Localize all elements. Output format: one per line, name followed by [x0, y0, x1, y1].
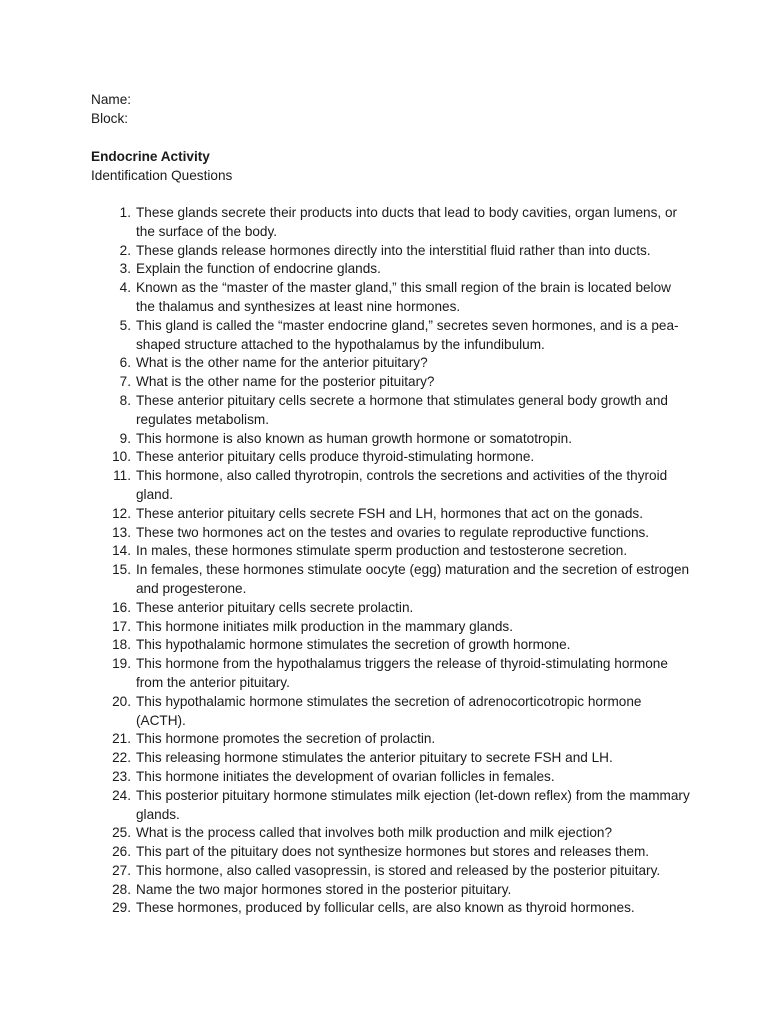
question-item	[91, 524, 691, 543]
question-text: This hormone initiates milk production in the mammary glands.	[136, 618, 514, 634]
question-text: This hormone, also called vasopressin, is stored and released by the posterior pituitary.	[136, 862, 661, 878]
question-text: What is the other name for the posterior pituitary?	[136, 374, 435, 390]
question-number: 9.	[119, 430, 131, 446]
question-item	[91, 862, 691, 881]
question-item	[91, 505, 691, 524]
question-item	[91, 430, 691, 449]
question-number: 20.	[112, 693, 131, 709]
question-item	[91, 599, 691, 618]
question-number: 6.	[119, 355, 131, 371]
question-item	[91, 467, 691, 505]
question-text: This posterior pituitary hormone stimulates milk ejection (let-down reflex) from the mammary glands.	[136, 787, 690, 822]
question-text: This gland is called the “master endocrine gland,” secretes seven hormones, and is a pea-shaped structure attached to the hypothalamus by the infundibulum.	[136, 317, 679, 352]
question-number: 24.	[112, 787, 131, 803]
question-item	[91, 787, 691, 825]
question-number: 27.	[112, 862, 131, 878]
document-title: Endocrine Activity	[91, 149, 210, 164]
question-number: 16.	[112, 599, 131, 615]
question-text: Known as the “master of the master gland,” this small region of the brain is located below the thalamus and synthesizes at least nine hormones.	[136, 280, 671, 314]
question-number: 15.	[112, 562, 131, 578]
question-text: In males, these hormones stimulate sperm production and testosterone secretion.	[136, 543, 628, 559]
question-item	[91, 636, 691, 655]
question-item	[91, 693, 691, 731]
question-item	[91, 373, 691, 392]
question-text: Explain the function of endocrine glands.	[136, 261, 381, 277]
question-text: In females, these hormones stimulate oocyte (egg) maturation and the secretion of estrogen and progesterone.	[136, 562, 690, 596]
question-text: These anterior pituitary cells secrete a hormone that stimulates general body growth and regulates metabolism.	[136, 392, 668, 427]
question-item	[91, 204, 691, 242]
question-text: These two hormones act on the testes and ovaries to regulate reproductive functions.	[136, 524, 650, 540]
question-item	[91, 618, 691, 637]
question-text: Name the two major hormones stored in the posterior pituitary.	[136, 881, 512, 897]
question-text: What is the process called that involves both milk production and milk ejection?	[136, 825, 613, 841]
question-number: 29.	[112, 900, 131, 916]
question-text: This part of the pituitary does not synthesize hormones but stores and releases them.	[136, 844, 650, 860]
question-item	[91, 354, 691, 373]
question-number: 23.	[112, 768, 131, 784]
question-number: 18.	[112, 637, 131, 653]
question-item	[91, 448, 691, 467]
question-text: This releasing hormone stimulates the anterior pituitary to secrete FSH and LH.	[136, 750, 613, 766]
question-text: This hormone from the hypothalamus triggers the release of thyroid-stimulating hormone from the anterior pituitary.	[136, 656, 668, 690]
question-list	[91, 204, 691, 918]
question-number: 1.	[119, 205, 131, 220]
question-text: This hormone promotes the secretion of prolactin.	[136, 731, 436, 747]
question-item	[91, 768, 691, 787]
question-number: 28.	[112, 881, 131, 897]
question-text: This hormone, also called thyrotropin, controls the secretions and activities of the thyroid gland.	[136, 468, 668, 502]
question-number: 2.	[119, 242, 131, 258]
question-number: 11.	[113, 468, 131, 484]
question-number: 4.	[119, 280, 131, 296]
question-number: 12.	[112, 505, 131, 521]
question-number: 19.	[112, 656, 131, 672]
question-text: This hormone is also known as human growth hormone or somatotropin.	[136, 430, 572, 446]
student-info-header	[91, 91, 691, 129]
question-text: These anterior pituitary cells secrete FSH and LH, hormones that act on the gonads.	[136, 505, 644, 521]
question-number: 22.	[112, 750, 131, 766]
question-text: These glands secrete their products into ducts that lead to body cavities, organ lumens, or the surface of the body.	[136, 205, 678, 239]
question-item	[91, 317, 691, 355]
question-number: 7.	[119, 374, 131, 390]
question-item	[91, 824, 691, 843]
question-number: 14.	[112, 543, 131, 559]
question-number: 25.	[112, 825, 131, 841]
question-item	[91, 843, 691, 862]
question-text: These hormones, produced by follicular cells, are also known as thyroid hormones.	[136, 900, 635, 916]
question-item	[91, 749, 691, 768]
name-label: Name:	[91, 92, 132, 107]
block-label: Block:	[91, 111, 129, 126]
question-number: 10.	[112, 449, 131, 465]
question-number: 17.	[112, 618, 131, 634]
question-text: These anterior pituitary cells produce thyroid-stimulating hormone.	[136, 449, 535, 465]
question-text: What is the other name for the anterior pituitary?	[136, 355, 428, 371]
question-item	[91, 392, 691, 430]
question-item	[91, 260, 691, 279]
question-item	[91, 881, 691, 900]
question-text: This hormone initiates the development of ovarian follicles in females.	[136, 768, 555, 784]
question-item	[91, 542, 691, 561]
question-item	[91, 279, 691, 317]
question-number: 5.	[119, 317, 131, 333]
question-item	[91, 242, 691, 261]
question-item	[91, 655, 691, 693]
question-text: This hypothalamic hormone stimulates the secretion of growth hormone.	[136, 637, 571, 653]
question-number: 21.	[112, 731, 131, 747]
question-number: 3.	[119, 261, 131, 277]
document-subtitle: Identification Questions	[91, 168, 233, 183]
question-number: 13.	[112, 524, 131, 540]
question-item	[91, 730, 691, 749]
question-item	[91, 899, 691, 918]
question-number: 26.	[112, 844, 131, 860]
question-number: 8.	[119, 392, 131, 408]
title-block	[91, 148, 691, 186]
question-text: These glands release hormones directly into the interstitial fluid rather than into ducts.	[136, 242, 651, 258]
question-text: This hypothalamic hormone stimulates the secretion of adrenocorticotropic hormone (ACTH).	[136, 693, 642, 728]
question-item	[91, 561, 691, 599]
question-text: These anterior pituitary cells secrete prolactin.	[136, 599, 414, 615]
